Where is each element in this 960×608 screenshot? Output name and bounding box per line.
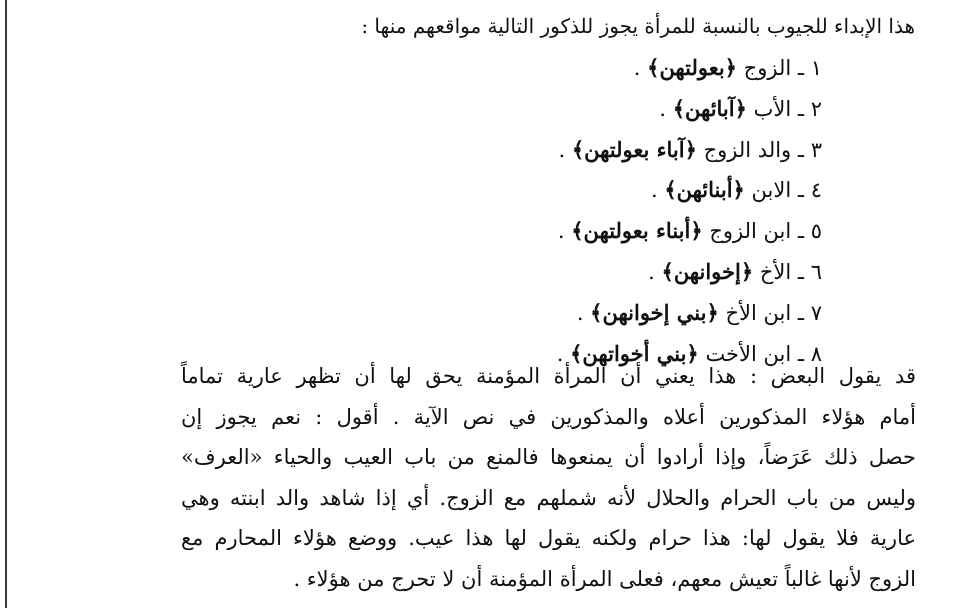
item-end: . xyxy=(556,341,571,366)
item-quran-word: ﴿آباء بعولتهن﴾ xyxy=(571,136,697,162)
item-number: ٤ xyxy=(810,178,822,203)
item-quran-word: ﴿أبنائهن﴾ xyxy=(664,177,745,203)
item-quran-word: ﴿إخوانهن﴾ xyxy=(661,258,754,284)
item-separator: ـ xyxy=(791,300,811,325)
item-number: ٢ xyxy=(810,96,822,121)
item-end: . xyxy=(659,96,673,121)
item-quran-word: ﴿بني إخوانهن﴾ xyxy=(590,299,719,325)
item-separator: ـ xyxy=(791,137,811,162)
body-paragraph xyxy=(181,356,916,599)
item-relative: والد الزوج xyxy=(703,137,792,162)
item-separator: ـ xyxy=(791,178,811,203)
item-separator: ـ xyxy=(791,341,811,366)
item-quran-word: ﴿بعولتهن﴾ xyxy=(647,55,737,80)
item-separator: ـ xyxy=(791,259,811,284)
list-item xyxy=(557,252,822,293)
paragraph-line: الزوج لأنها غالباً تعيش معهم، فعلى المرأة المؤمنة أن لا تحرج من هؤلاء . xyxy=(293,566,916,591)
list-item xyxy=(557,89,822,130)
paragraph-line: وليس من باب الحرام والحلال لأنه شملهم مع الزوج. أي إذا شاهد والد ابنته وهي xyxy=(181,485,916,510)
list-item xyxy=(557,293,822,334)
item-quran-word: ﴿آبائهن﴾ xyxy=(672,95,747,121)
item-quran-word: ﴿بني أخواتهن﴾ xyxy=(570,340,699,366)
item-separator: ـ xyxy=(791,96,811,121)
item-number: ١ xyxy=(810,56,822,80)
paragraph-line: قد يقول البعض : هذا يعني أن المرأة المؤمنة يحق لها أن تظهر عارية تماماً xyxy=(181,364,916,388)
item-quran-word: ﴿أبناء بعولتهن﴾ xyxy=(571,218,703,244)
item-separator: ـ xyxy=(791,56,811,80)
item-number: ٧ xyxy=(810,300,822,325)
item-relative: ابن الأخت xyxy=(705,341,792,366)
item-end: . xyxy=(650,178,665,203)
item-number: ٦ xyxy=(810,259,822,284)
paragraph-line: أمام هؤلاء المذكورين أعلاه والمذكورين في نص الآية . أقول : نعم يجوز إن xyxy=(181,404,916,429)
item-relative: ابن الزوج xyxy=(709,219,792,244)
item-separator: ـ xyxy=(791,219,811,244)
item-number: ٥ xyxy=(810,219,822,244)
item-number: ٣ xyxy=(810,137,822,162)
item-relative: الابن xyxy=(751,178,792,203)
intro-heading: هذا الإبداء للجيوب بالنسبة للمرأة يجوز للذكور التالية مواقعهم منها : xyxy=(361,14,915,38)
list-item xyxy=(557,170,822,211)
item-relative: الأب xyxy=(753,96,792,121)
item-end: . xyxy=(633,56,648,80)
list-item xyxy=(557,130,822,171)
item-relative: الزوج xyxy=(743,56,792,80)
item-relative: ابن الأخ xyxy=(725,300,792,325)
list-item xyxy=(557,211,822,252)
paragraph-line: حصل ذلك عَرَضاً، وإذا أرادوا أن يمنعوها فالمنع من باب العيب والحياء «العرف» xyxy=(181,445,916,469)
paragraph-line: عارية فلا يقول لها: هذا حرام ولكنه يقول لها هذا عيب. ووضع هؤلاء المحارم مع xyxy=(181,526,916,550)
item-relative: الأخ xyxy=(759,259,792,284)
scan-edge-line xyxy=(5,0,7,608)
item-end: . xyxy=(557,219,572,244)
item-end: . xyxy=(558,137,572,162)
item-number: ٨ xyxy=(810,341,822,366)
mahram-list xyxy=(557,48,822,374)
item-end: . xyxy=(576,300,591,325)
list-item xyxy=(557,48,822,89)
item-end: . xyxy=(648,259,662,284)
